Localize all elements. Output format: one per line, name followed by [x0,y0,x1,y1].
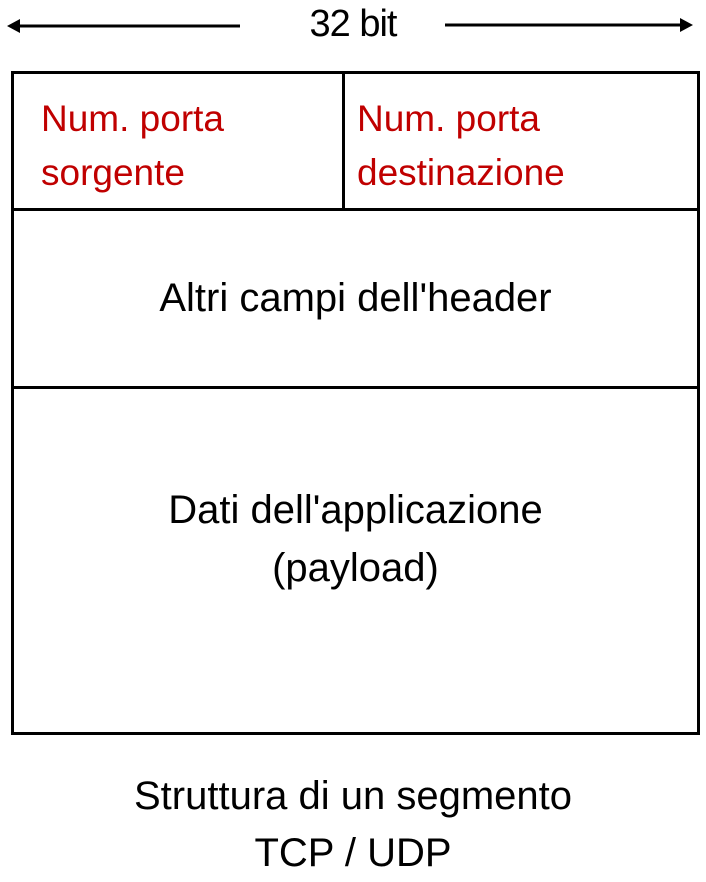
source-port-label-line1: Num. porta [41,98,225,139]
payload-label-line1: Dati dell'applicazione [168,488,543,532]
segment-structure [11,71,700,735]
diagram-caption [0,768,706,882]
payload-label-line2: (payload) [272,546,439,590]
other-header-label: Altri campi dell'header [159,276,552,320]
caption-line2: TCP / UDP [254,831,452,875]
source-port-field [14,74,345,208]
caption-line1: Struttura di un segmento [133,774,573,818]
destination-port-field [345,74,697,208]
other-header-fields [14,211,697,389]
width-indicator [0,0,706,50]
source-port-label-line2: sorgente [41,152,185,193]
payload-field [14,389,697,732]
ports-row [14,74,697,211]
width-label: 32 bit [309,3,397,45]
destination-port-label-line2: destinazione [357,152,565,193]
destination-port-label-line1: Num. porta [357,98,541,139]
